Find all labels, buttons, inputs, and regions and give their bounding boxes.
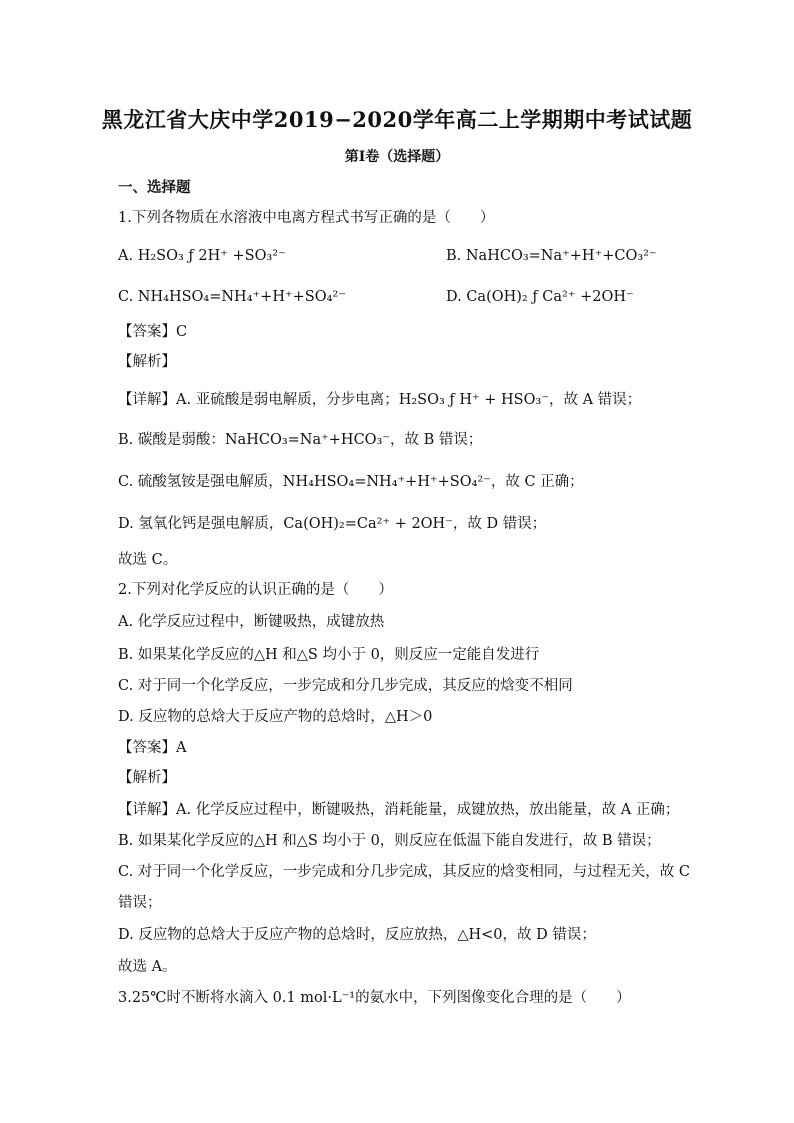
q2-detail-d: D. 反应物的总焓大于反应产物的总焓时，反应放热，△H<0，故 D 错误；	[118, 927, 596, 943]
q1-option-c: C. NH₄HSO₄=NH₄⁺+H⁺+SO₄²⁻	[118, 289, 346, 305]
q1-stem: 1.下列各物质在水溶液中电离方程式书写正确的是（ ）	[118, 210, 495, 226]
q2-option-c: C. 对于同一个化学反应，一步完成和分几步完成，其反应的焓变不相同	[118, 678, 573, 694]
q2-detail-a: 【详解】A. 化学反应过程中，断键吸热，消耗能量，成键放热，放出能量，故 A 正确；	[118, 802, 680, 818]
page-subtitle: 第Ⅰ卷（选择题）	[344, 149, 450, 165]
q1-answer: 【答案】C	[118, 324, 188, 340]
q2-option-d: D. 反应物的总焓大于反应产物的总焓时，△H＞0	[118, 709, 433, 725]
q1-detail-d: D. 氢氧化钙是强电解质，Ca(OH)₂=Ca²⁺ + 2OH⁻，故 D 错误；	[118, 516, 547, 532]
q1-detail-a: 【详解】A. 亚硫酸是弱电解质，分步电离；H₂SO₃ ƒ H⁺ + HSO₃⁻，故 A 错误；	[118, 392, 642, 408]
q2-detail-b: B. 如果某化学反应的△H 和△S 均小于 0，则反应在低温下能自发进行，故 B 错误；	[118, 833, 661, 849]
q1-option-b: B. NaHCO₃=Na⁺+H⁺+CO₃²⁻	[446, 248, 657, 264]
q1-analysis-label: 【解析】	[118, 354, 176, 370]
q1-detail-b: B. 碳酸是弱酸：NaHCO₃=Na⁺+HCO₃⁻，故 B 错误；	[118, 432, 483, 448]
q1-conclusion: 故选 C。	[118, 552, 178, 568]
section-heading: 一、选择题	[118, 179, 191, 196]
q1-detail-c: C. 硫酸氢铵是强电解质，NH₄HSO₄=NH₄⁺+H⁺+SO₄²⁻，故 C 正确；	[118, 474, 584, 490]
q1-option-a: A. H₂SO₃ ƒ 2H⁺ +SO₃²⁻	[118, 248, 286, 264]
page-title: 黑龙江省大庆中学2019−2020学年高二上学期期中考试试题	[101, 107, 693, 132]
q2-answer: 【答案】A	[118, 740, 187, 756]
q2-analysis-label: 【解析】	[118, 770, 176, 786]
q2-option-a: A. 化学反应过程中，断键吸热，成键放热	[118, 614, 385, 630]
q2-stem: 2.下列对化学反应的认识正确的是（ ）	[118, 582, 393, 598]
q3-stem: 3.25℃时不断将水滴入 0.1 mol·L⁻¹的氨水中，下列图像变化合理的是（ ）	[118, 990, 631, 1006]
q2-option-b: B. 如果某化学反应的△H 和△S 均小于 0，则反应一定能自发进行	[118, 647, 540, 663]
q2-detail-c-cont: 错误；	[118, 895, 162, 911]
q2-conclusion: 故选 A。	[118, 959, 177, 975]
q2-detail-c: C. 对于同一个化学反应，一步完成和分几步完成，其反应的焓变相同，与过程无关，故 C	[118, 864, 690, 880]
q1-option-d: D. Ca(OH)₂ ƒ Ca²⁺ +2OH⁻	[446, 289, 634, 305]
